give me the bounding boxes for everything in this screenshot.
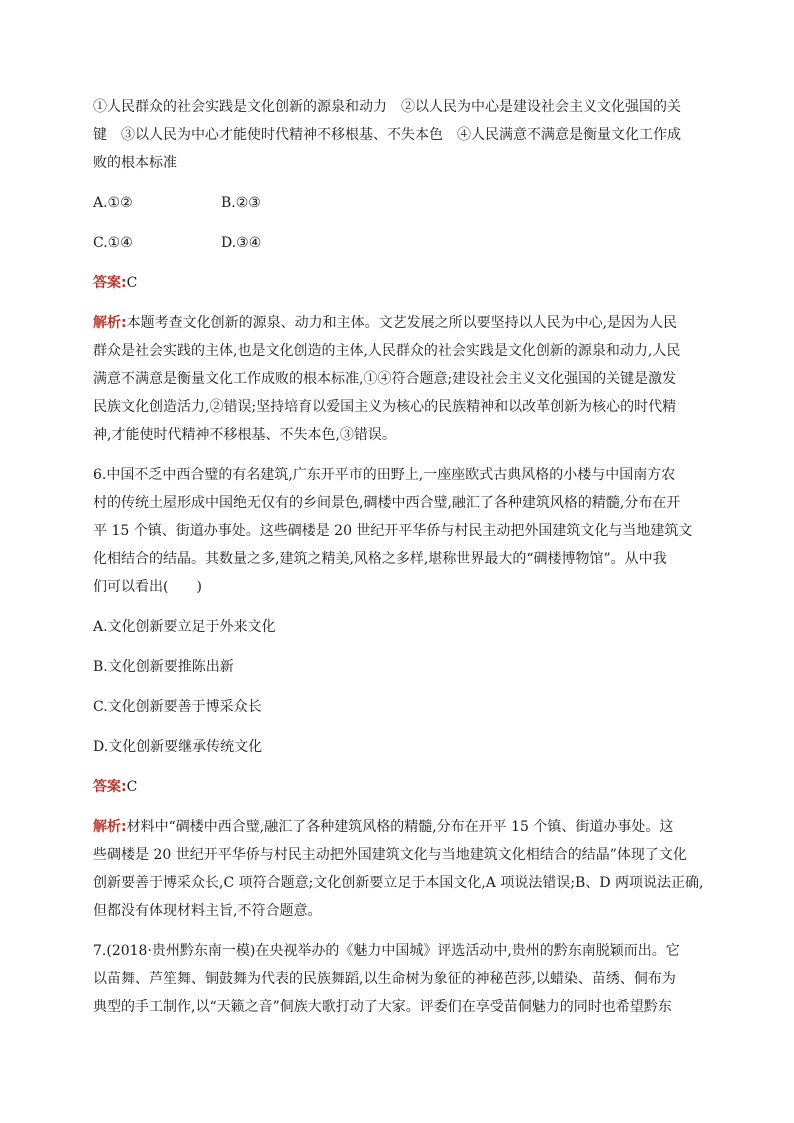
text-line: 平 15 个镇、街道办事处。这些碉楼是 20 世纪开平华侨与村民主动把外国建筑文化与当地建筑文	[93, 523, 693, 539]
document-page	[93, 93, 705, 1021]
q5-option-c: C.①④	[93, 235, 133, 251]
q6-stem	[93, 461, 705, 601]
text-line: 群众是社会实践的主体,也是文化创造的主体,人民群众的社会实践是文化创新的源泉和动力,人民	[93, 343, 681, 359]
text-line: 创新要善于博采众长,C 项符合题意;文化创新要立足于本国文化,A 项说法错误;B、D 两项说法正确,	[93, 875, 704, 891]
q5-analysis	[93, 309, 705, 449]
q5-statements	[93, 93, 705, 177]
q6-option-d: D.文化创新要继承传统文化	[93, 739, 263, 755]
text-line: 满意不满意是衡量文化工作成败的根本标准,①④符合题意;建设社会主义文化强国的关键是激发	[93, 371, 677, 387]
text-line: 败的根本标准	[93, 155, 177, 171]
text-line	[93, 813, 705, 841]
text-line: 们可以看出( )	[93, 579, 202, 595]
text-line: 典型的手工制作,以“天籁之音”侗族大歌打动了大家。评委们在享受苗侗魅力的同时也希望黔东	[93, 999, 672, 1015]
q6-analysis	[93, 813, 705, 925]
text-line: 6.中国不乏中西合璧的有名建筑,广东开平市的田野上,一座座欧式古典风格的小楼与中国南方农	[93, 467, 676, 483]
q7-stem	[93, 937, 705, 1021]
answer-value: C	[126, 779, 138, 795]
answer-label: 答案:	[93, 275, 127, 291]
q5-option-row	[93, 189, 705, 217]
q5-option-a: A.①②	[93, 195, 133, 211]
q5-option-d: D.③④	[221, 235, 262, 251]
analysis-text: 本题考查文化创新的源泉、动力和主体。文艺发展之所以要坚持以人民为中心,是因为人民	[126, 315, 678, 331]
q5-option-b: B.②③	[221, 195, 261, 211]
text-line: 民族文化创造活力,②错误;坚持培育以爱国主义为核心的民族精神和以改革创新为核心的时代精	[93, 399, 677, 415]
text-line: 村的传统土屋形成中国绝无仅有的乡间景色,碉楼中西合璧,融汇了各种建筑风格的精髓,分布在开	[93, 495, 681, 511]
text-line: 但都没有体现材料主旨,不符合题意。	[93, 903, 322, 919]
analysis-text: 材料中“碉楼中西合璧,融汇了各种建筑风格的精髓,分布在开平 15 个镇、街道办事处。这	[126, 819, 674, 835]
text-line: 键 ③以人民为中心才能使时代精神不移根基、不失本色 ④人民满意不满意是衡量文化工作成	[93, 127, 681, 143]
q6-option-b: B.文化创新要推陈出新	[93, 659, 234, 675]
text-line: 7.(2018·贵州黔东南一模)在央视举办的《魅力中国城》评选活动中,贵州的黔东南脱颖而出。它	[93, 943, 680, 959]
text-line: 些碉楼是 20 世纪开平华侨与村民主动把外国建筑文化与当地建筑文化相结合的结晶”体现了文化	[93, 847, 687, 863]
text-line: ①人民群众的社会实践是文化创新的源泉和动力 ②以人民为中心是建设社会主义文化强国的关	[93, 99, 681, 115]
q5-option-row	[93, 229, 705, 257]
q5-answer	[93, 269, 705, 297]
analysis-label: 解析:	[93, 819, 127, 835]
q6-answer	[93, 773, 705, 801]
answer-label: 答案:	[93, 779, 127, 795]
text-line: 化相结合的结晶。其数量之多,建筑之精美,风格之多样,堪称世界最大的“碉楼博物馆”。从中我	[93, 551, 667, 567]
text-line: 以苗舞、芦笙舞、铜鼓舞为代表的民族舞蹈,以生命树为象征的神秘芭莎,以蜡染、苗绣、侗布为	[93, 971, 676, 987]
answer-value: C	[126, 275, 138, 291]
text-line	[93, 309, 705, 337]
text-line: 神,才能使时代精神不移根基、不失本色,③错误。	[93, 427, 396, 443]
analysis-label: 解析:	[93, 315, 127, 331]
q6-option-c: C.文化创新要善于博采众长	[93, 699, 262, 715]
q6-option-a: A.文化创新要立足于外来文化	[93, 619, 276, 635]
